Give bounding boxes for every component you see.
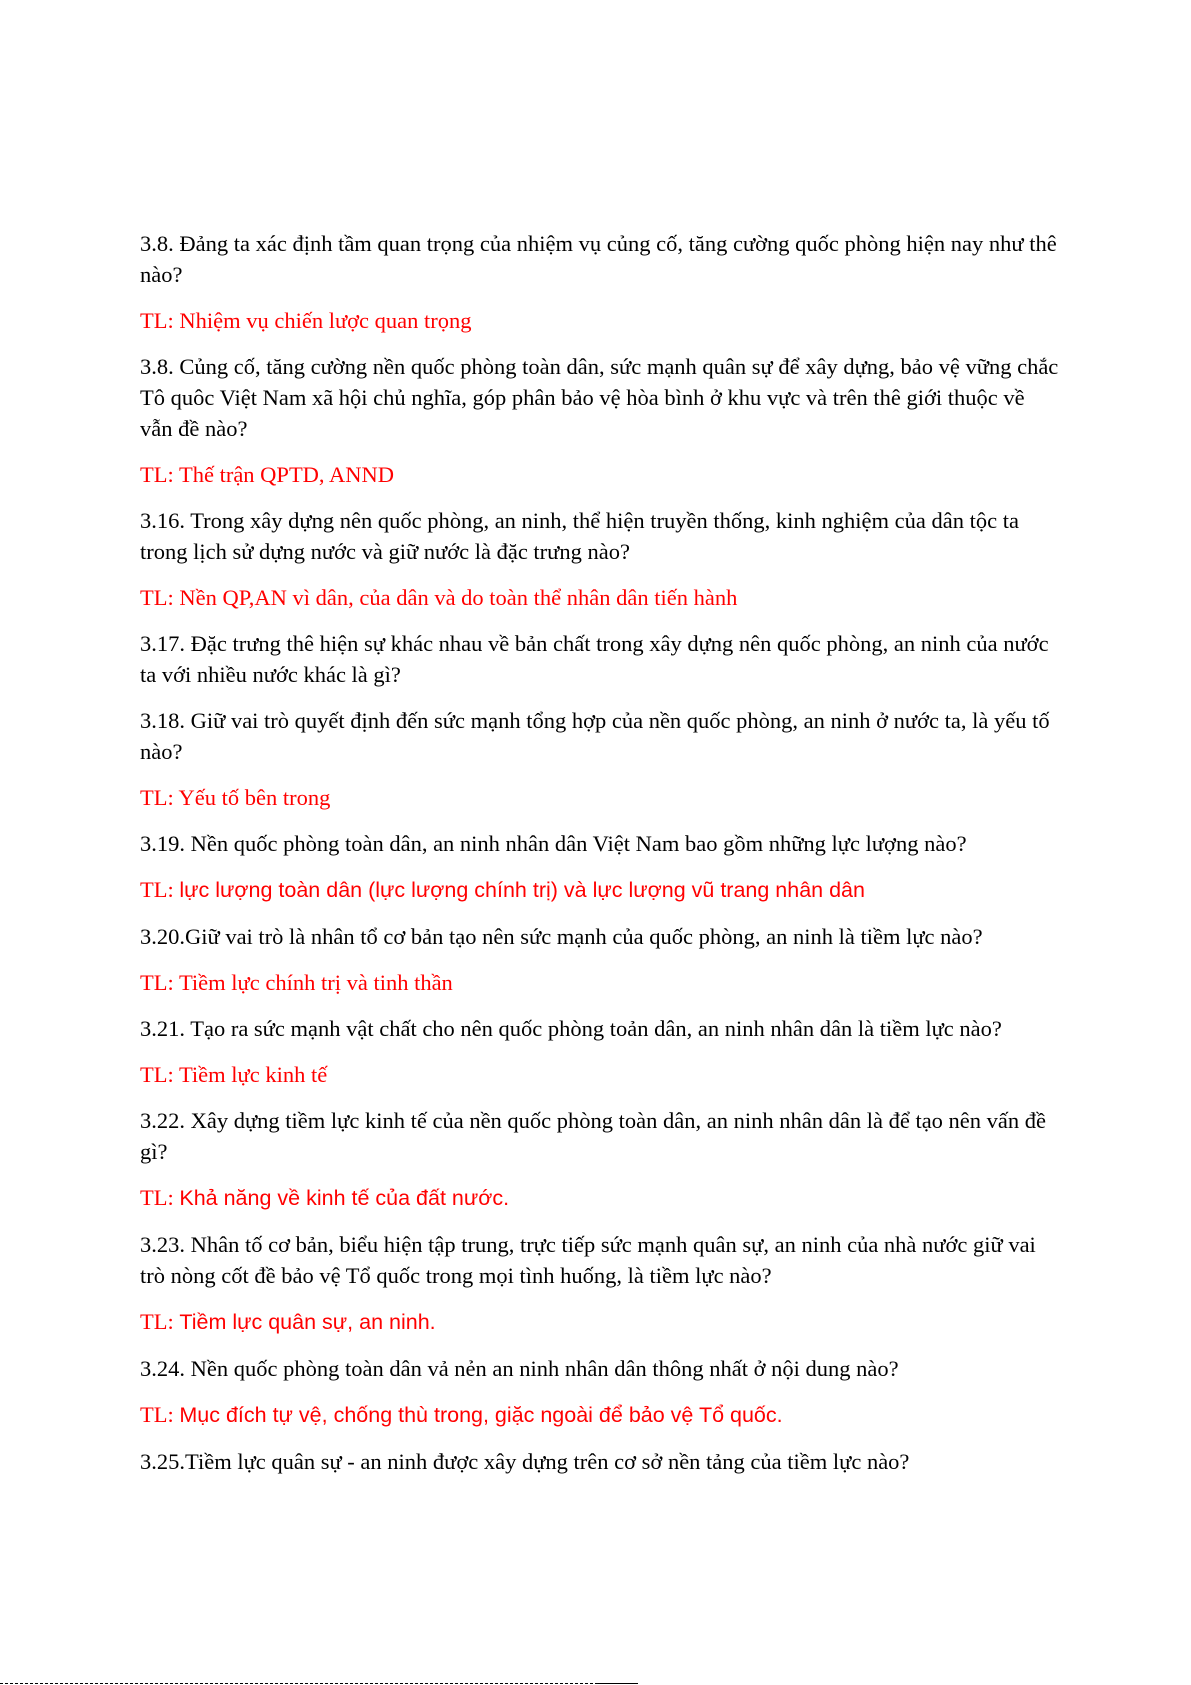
answer-prefix: TL:	[140, 1402, 180, 1427]
answer-text	[140, 305, 1060, 336]
footer-rule	[0, 1683, 598, 1684]
qa-list	[140, 228, 1060, 1492]
answer-body: Tiềm lực quân sự, an ninh.	[179, 1310, 436, 1334]
answer-text	[140, 1182, 1060, 1214]
answer-prefix: TL:	[140, 585, 180, 610]
answer-text	[140, 459, 1060, 490]
question-text: 3.25.Tiềm lực quân sự - an ninh được xây dựng trên cơ sở nền tảng của tiềm lực nào?	[140, 1449, 910, 1474]
question-text: 3.16. Trong xây dựng nên quốc phòng, an ninh, thể hiện truyền thống, kinh nghiệm của dân tộc ta trong lịch sử dựng nước và giữ nước là đặc trưng nào?	[140, 508, 1019, 564]
answer-prefix: TL:	[140, 308, 180, 333]
question-text: 3.23. Nhân tố cơ bản, biểu hiện tập trung, trực tiếp sức mạnh quân sự, an ninh của nhà nước giữ vai trò nòng cốt đề bảo vệ Tổ quốc trong mọi tình huống, là tiềm lực nào?	[140, 1232, 1036, 1288]
answer-prefix: TL:	[140, 462, 179, 487]
question-text: 3.24. Nền quốc phòng toàn dân vả nẻn an ninh nhân dân thông nhất ở nội dung nào?	[140, 1356, 899, 1381]
question-text: 3.21. Tạo ra sức mạnh vật chất cho nên quốc phòng toản dân, an ninh nhân dân là tiềm lực nào?	[140, 1016, 1002, 1041]
answer-text	[140, 582, 1060, 613]
question-text: 3.18. Giữ vai trò quyết định đến sức mạnh tổng hợp của nền quốc phòng, an ninh ở nước ta, là yếu tố nào?	[140, 708, 1050, 764]
answer-body: Yếu tố bên trong	[178, 785, 331, 810]
answer-text	[140, 1306, 1060, 1338]
answer-body: Tiềm lực chính trị và tinh thần	[178, 970, 453, 995]
answer-prefix: TL:	[140, 785, 179, 810]
question-text: 3.8. Đảng ta xác định tầm quan trọng của nhiệm vụ củng cố, tăng cường quốc phòng hiện nay như thê nào?	[140, 231, 1057, 287]
answer-prefix: TL:	[140, 970, 179, 995]
answer-body: Nền QP,AN vì dân, của dân và do toàn thể nhân dân tiến hành	[179, 585, 738, 610]
answer-body: Khả năng về kinh tế của đất nước.	[179, 1186, 510, 1210]
answer-text	[140, 1399, 1060, 1431]
question-text: 3.22. Xây dựng tiềm lực kinh tế của nền quốc phòng toàn dân, an ninh nhân dân là để tạo nên vấn đề gì?	[140, 1108, 1047, 1164]
question-text: 3.8. Củng cố, tăng cường nền quốc phòng toàn dân, sức mạnh quân sự để xây dựng, bảo vệ vững chắc Tô quôc Việt Nam xã hội chủ nghĩa, góp phân bảo vệ hòa bình ở khu vực và trên thê giới thuộc về vẫn đề nào?	[140, 354, 1059, 441]
answer-body: Nhiệm vụ chiến lược quan trọng	[179, 308, 472, 333]
answer-prefix: TL:	[140, 877, 180, 902]
answer-text	[140, 782, 1060, 813]
answer-prefix: TL:	[140, 1062, 179, 1087]
question-text: 3.17. Đặc trưng thê hiện sự khác nhau về bản chất trong xây dựng nên quốc phòng, an ninh của nước ta với nhiều nước khác là gì?	[140, 631, 1049, 687]
answer-prefix: TL:	[140, 1309, 180, 1334]
answer-text	[140, 1059, 1060, 1090]
answer-prefix: TL:	[140, 1185, 180, 1210]
question-text: 3.20.Giữ vai trò là nhân tổ cơ bản tạo nên sức mạnh của quốc phòng, an ninh là tiềm lực nào?	[140, 924, 983, 949]
question-text: 3.19. Nền quốc phòng toàn dân, an ninh nhân dân Việt Nam bao gồm những lực lượng nào?	[140, 831, 967, 856]
answer-text	[140, 967, 1060, 998]
footer-rule-end	[598, 1683, 638, 1684]
answer-text	[140, 874, 1060, 906]
answer-body: Thế trận QPTD, ANND	[178, 462, 394, 487]
answer-body: lực lượng toàn dân (lực lượng chính trị) và lực lượng vũ trang nhân dân	[179, 878, 865, 902]
answer-body: Mục đích tự vệ, chống thù trong, giặc ngoài để bảo vệ Tổ quốc.	[179, 1403, 783, 1427]
answer-body: Tiềm lực kinh tế	[178, 1062, 328, 1087]
